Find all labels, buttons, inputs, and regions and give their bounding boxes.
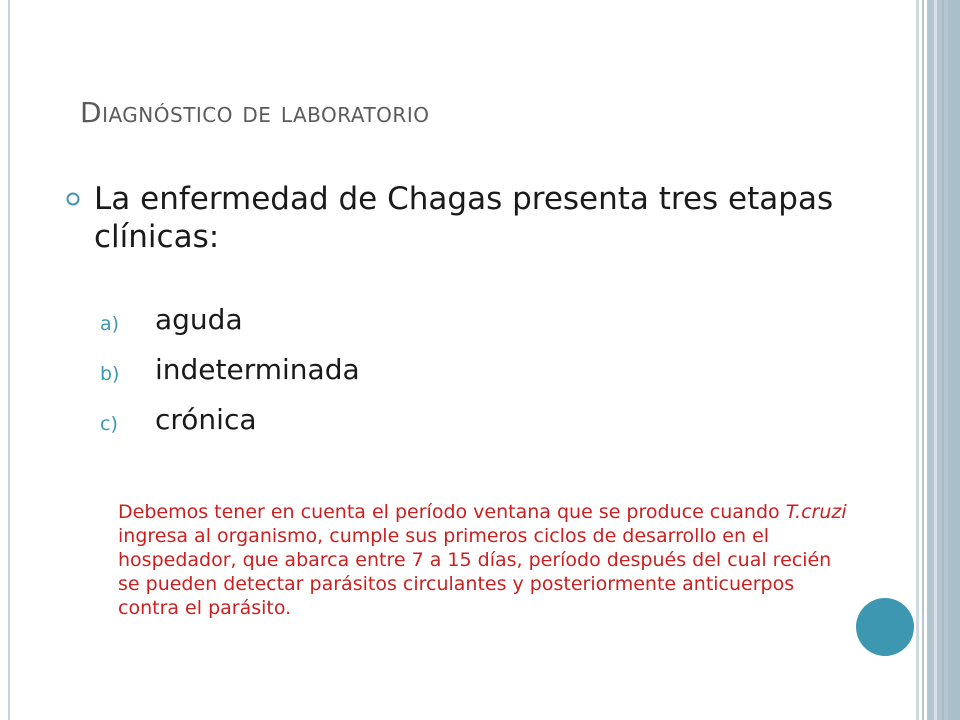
right-stripe <box>942 0 944 720</box>
stage-label: aguda <box>155 303 243 336</box>
stage-label: crónica <box>155 403 257 436</box>
circle-bullet-icon <box>66 192 80 206</box>
list-marker: c) <box>100 413 118 435</box>
right-stripe <box>948 0 960 720</box>
note-part-1: Debemos tener en cuenta el período ventana que se produce cuando <box>118 501 786 523</box>
left-frame-line <box>8 0 10 720</box>
note-part-2: ingresa al organismo, cumple sus primeros ciclos de desarrollo en el hospedador, que abarca entre 7 a 15 días, período después del cual recién se pueden detectar parásitos circulantes y posteriormente anticuerpos contra el parásito. <box>118 525 832 619</box>
list-marker: b) <box>100 363 120 385</box>
window-period-note <box>118 500 858 620</box>
right-stripe <box>916 0 919 720</box>
slide-title <box>80 96 429 129</box>
bullet-text: La enfermedad de Chagas presenta tres etapas clínicas: <box>94 181 834 255</box>
right-stripe <box>922 0 924 720</box>
decorative-circle <box>856 598 914 656</box>
stage-label: indeterminada <box>155 353 360 386</box>
right-stripe <box>934 0 937 720</box>
note-italic-species: T.cruzi <box>785 501 847 523</box>
list-marker: a) <box>100 313 120 335</box>
title-first-letter: D <box>80 96 103 129</box>
title-rest: iagnóstico de laboratorio <box>102 96 430 129</box>
